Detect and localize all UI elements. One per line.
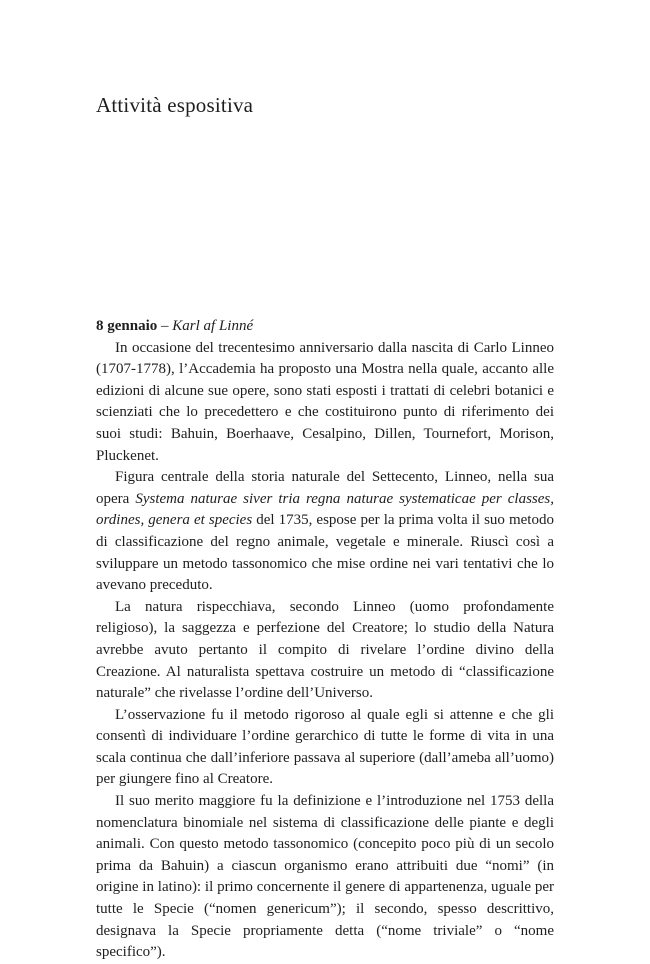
paragraph-4: L’osservazione fu il metodo rigoroso al quale egli si attenne e che gli consentì di individuare l’ordine gerarchico di tutte le forme di vita in una scala continua che dall’inferiore passava al superiore (dall’ameba all’uomo) per giungere fino al Creatore. — [96, 706, 554, 788]
paragraph-1: In occasione del trecentesimo anniversario dalla nascita di Carlo Linneo (1707-1778), l’Accademia ha proposto una Mostra nella quale, accanto alle edizioni di alcune sue opere, sono stati esposti i trattati di celebri botanici e scienziati che lo precedettero e che costituirono punto di riferimento dei suoi studi: Bahuin, Boerhaave, Cesalpino, Dillen, Tournefort, Morison, Pluckenet. — [96, 339, 554, 464]
entry-date: 8 gennaio — [96, 318, 158, 334]
entry-heading — [96, 316, 554, 338]
entry-subject: Karl af Linné — [172, 318, 254, 334]
paragraph-2-text-after: del 1735, espose per la prima volta il suo metodo di classificazione del regno animale, vegetale e minerale. Riuscì così a sviluppare un metodo tassonomico che mise ordine nei vari tentativi che lo avevano preceduto. — [96, 512, 554, 594]
entry-dash: – — [157, 318, 173, 334]
body-text — [96, 316, 554, 964]
paragraph-5: Il suo merito maggiore fu la definizione e l’introduzione nel 1753 della nomenclatura binomiale nel sistema di classificazione delle piante e degli animali. Con questo metodo tassonomico (concepito poco più di un secolo prima da Bahuin) a ciascun organismo erano attribuiti due “nomi” (in origine in latino): il primo concernente il genere di appartenenza, uguale per tutte le Specie (“nomen genericum”); il secondo, spesso descrittivo, designava la Specie propriamente detta (“nome triviale” o “nome specifico”). — [96, 793, 554, 961]
paragraph-2 — [96, 467, 554, 597]
paragraph-3: La natura rispecchiava, secondo Linneo (uomo profondamente religioso), la saggezza e perfezione del Creatore; lo studio della Natura avrebbe avuto pertanto il compito di rivelare l’ordine divino della Creazione. Al naturalista spettava costruire un metodo di “classificazione naturale” che rivelasse l’ordine dell’Universo. — [96, 598, 554, 702]
page-title: Attività espositiva — [96, 93, 254, 117]
paragraph-2-text-before: Figura centrale della storia naturale del Settecento, Linneo, nella sua opera — [96, 469, 554, 507]
paragraph-2-book-title: Systema naturae siver tria regna naturae systematicae per classes, ordines, genera et species — [96, 490, 554, 529]
